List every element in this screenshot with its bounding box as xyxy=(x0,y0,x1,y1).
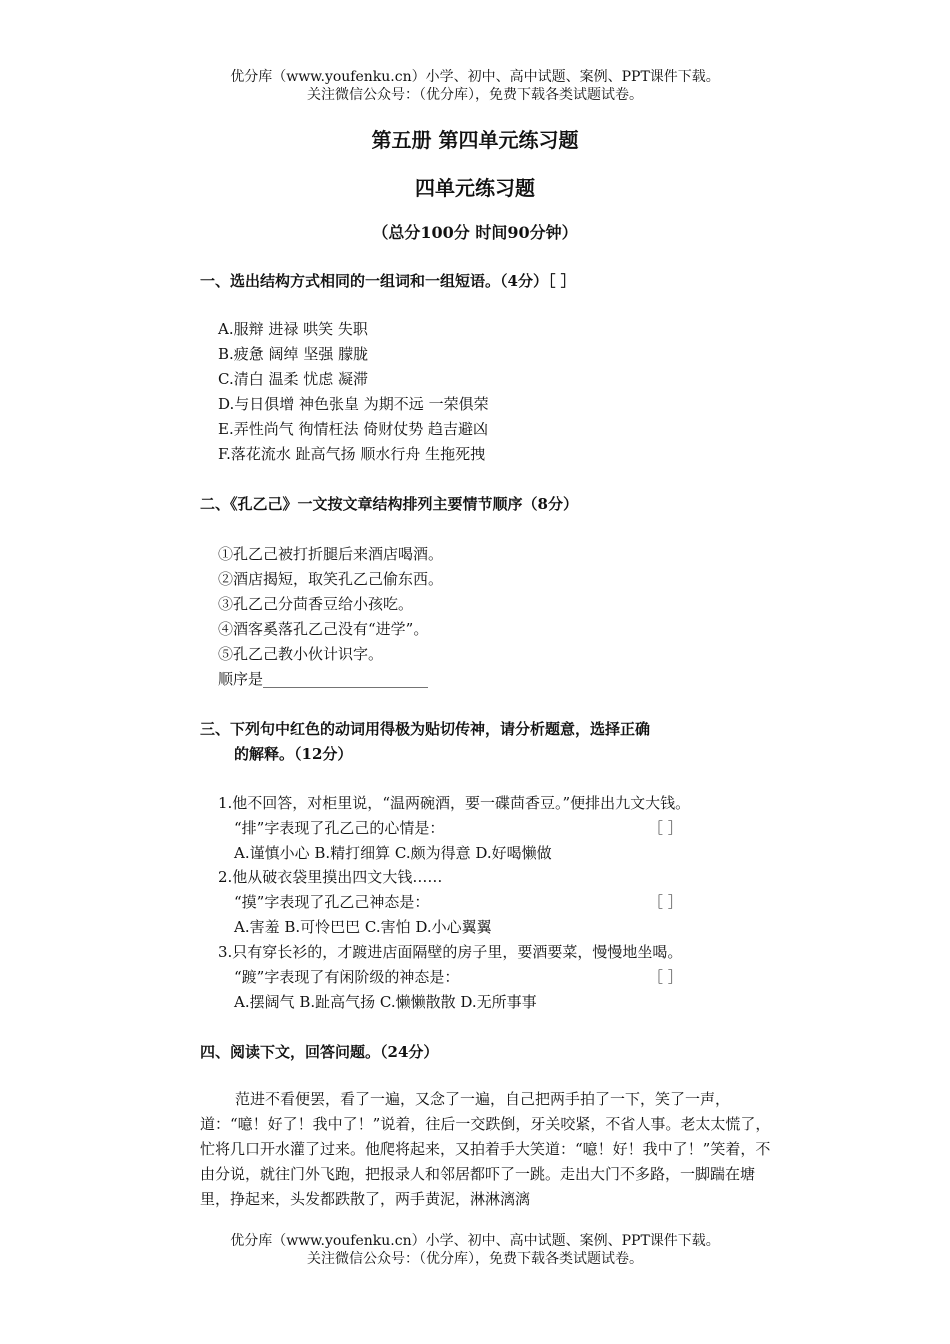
option-b: B.疲惫 阔绰 坚强 朦胧 xyxy=(218,345,369,363)
answer-bracket[interactable]: ［ ］ xyxy=(648,893,683,911)
document-subtitle: 四单元练习题 xyxy=(415,176,535,200)
question-1-heading: 一、选出结构方式相同的一组词和一组短语。（4分）［ ］ xyxy=(200,272,576,290)
plot-item: ②酒店揭短，取笑孔乙己偷东西。 xyxy=(218,570,444,588)
option-a: A.服辩 进禄 哄笑 失职 xyxy=(218,320,368,338)
question-4-heading: 四、阅读下文，回答问题。（24分） xyxy=(200,1043,439,1061)
question-3-heading-line-1: 三、下列句中红色的动词用得极为贴切传神，请分析题意，选择正确 xyxy=(200,720,651,738)
plot-item: ⑤孔乙己教小伙计识字。 xyxy=(218,645,384,663)
prompt: “踱”字表现了有闲阶级的神态是： xyxy=(234,968,460,986)
option-c: C.清白 温柔 忧虑 凝滞 xyxy=(218,370,369,388)
answer-bracket[interactable]: ［ ］ xyxy=(648,819,683,837)
choices: A.摆阔气 B.趾高气扬 C.懒懒散散 D.无所事事 xyxy=(234,993,537,1011)
score-info: （总分100分 时间90分钟） xyxy=(372,223,578,242)
question-2-heading: 二、《孔乙己》一文按文章结构排列主要情节顺序（8分） xyxy=(200,495,578,513)
option-d: D.与日俱增 神色张皇 为期不远 一荣俱荣 xyxy=(218,395,489,413)
order-answer-blank[interactable]: 顺序是______________________ xyxy=(218,670,429,688)
prompt: “排”字表现了孔乙己的心情是： xyxy=(234,819,445,837)
choices: A.谨慎小心 B.精打细算 C.颇为得意 D.好喝懒做 xyxy=(234,844,552,862)
question-3-heading-line-2: 的解释。（12分） xyxy=(234,745,353,763)
plot-item: ③孔乙己分茴香豆给小孩吃。 xyxy=(218,595,414,613)
footer-line-1: 优分库（www.youfenku.cn）小学、初中、高中试题、案例、PPT课件下载。 xyxy=(230,1233,720,1249)
choices: A.害羞 B.可怜巴巴 C.害怕 D.小心翼翼 xyxy=(234,918,492,936)
sentence: 3.只有穿长衫的，才踱进店面隔壁的房子里，要酒要菜，慢慢地坐喝。 xyxy=(218,943,683,961)
document-title: 第五册 第四单元练习题 xyxy=(371,128,579,152)
option-e: E.弄性尚气 徇情枉法 倚财仗势 趋吉避凶 xyxy=(218,420,489,438)
sentence: 2.他从破衣袋里摸出四文大钱…… xyxy=(218,868,443,886)
answer-bracket[interactable]: ［ ］ xyxy=(648,968,683,986)
reading-passage: 范进不看便罢，看了一遍，又念了一遍，自己把两手拍了一下，笑了一声，道：“噫！好了！我中了！”说着，往后一交跌倒，牙关咬紧，不省人事。老太太慌了，忙将几口开水灌了过来。他爬将起来，又拍着手大笑道：“噫！好！我中了！”笑着，不由分说，就往门外飞跑，把报录人和邻居都吓了一跳。走出大门不多路，一脚踹在塘里，挣起来，头发都跌散了，两手黄泥，淋淋漓漓 xyxy=(200,1090,771,1208)
plot-item: ①孔乙己被打折腿后来酒店喝酒。 xyxy=(218,545,444,563)
footer-line-2: 关注微信公众号：（优分库），免费下载各类试题试卷。 xyxy=(307,1251,643,1267)
option-f: F.落花流水 趾高气扬 顺水行舟 生拖死拽 xyxy=(218,445,486,463)
sentence: 1.他不回答，对柜里说，“温两碗酒，要一碟茴香豆。”便排出九文大钱。 xyxy=(218,794,691,812)
plot-item: ④酒客奚落孔乙己没有“进学”。 xyxy=(218,620,429,638)
header-line-1: 优分库（www.youfenku.cn）小学、初中、高中试题、案例、PPT课件下载。 xyxy=(230,69,720,85)
prompt: “摸”字表现了孔乙己神态是： xyxy=(234,893,430,911)
header-line-2: 关注微信公众号：（优分库），免费下载各类试题试卷。 xyxy=(307,87,643,103)
